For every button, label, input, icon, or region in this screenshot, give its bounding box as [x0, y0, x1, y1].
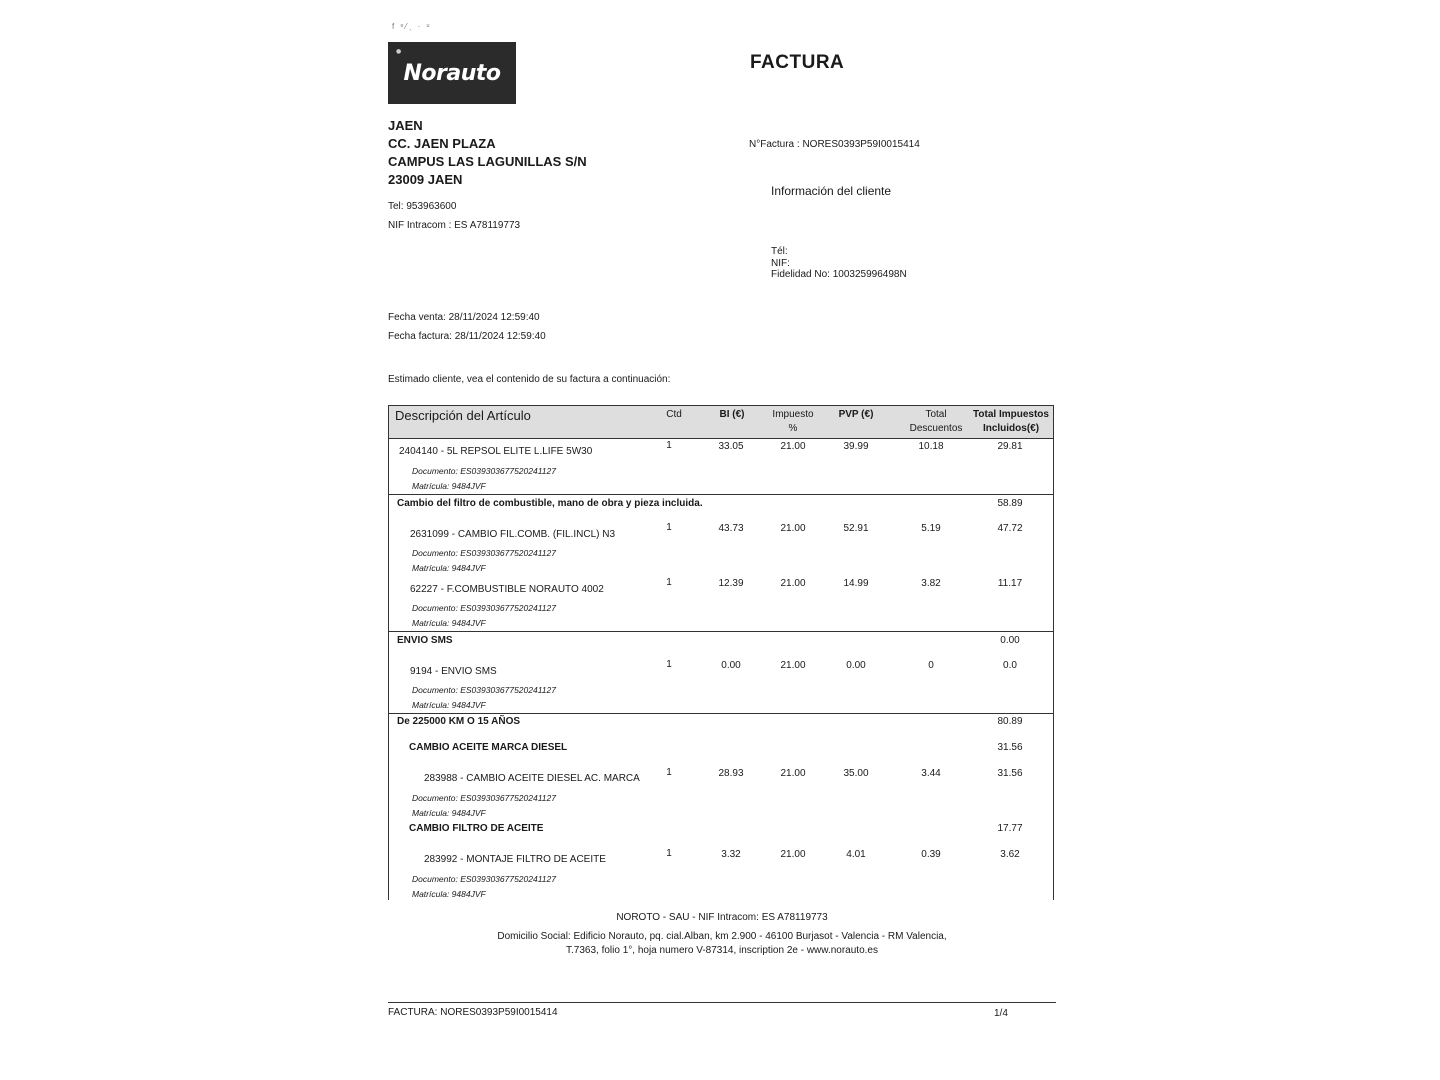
norauto-logo: [388, 42, 516, 104]
item-base: 28.93: [718, 768, 744, 779]
item-pvp: 14.99: [843, 578, 869, 589]
row-divider: [389, 494, 1053, 495]
header-quantity: Ctd: [666, 409, 682, 420]
item-total: 11.17: [997, 578, 1023, 589]
item-plate: Matrícula: 9484JVF: [412, 481, 486, 491]
header-discounts: Total Descuentos: [909, 409, 963, 434]
item-base: 3.32: [721, 849, 741, 860]
header-description: Descripción del Artículo: [395, 408, 531, 423]
header-tax: Impuesto %: [772, 409, 814, 434]
item-discount: 0: [928, 660, 934, 671]
item-document: Documento: ES039303677520241127: [412, 466, 556, 476]
items-table: [388, 405, 1054, 900]
item-document: Documento: ES039303677520241127: [412, 874, 556, 884]
item-pvp: 35.00: [843, 768, 869, 779]
item-tax: 21.00: [780, 523, 806, 534]
item-total: 0.0: [1003, 660, 1017, 671]
store-address: [388, 117, 587, 189]
invoice-date: Fecha factura: 28/11/2024 12:59:40: [388, 331, 546, 342]
item-pvp: 39.99: [843, 441, 869, 452]
item-quantity: 1: [666, 848, 672, 859]
invoice-dates: [388, 308, 546, 346]
invoice-number: N°Factura : NORES0393P59I0015414: [749, 139, 920, 150]
item-tax: 21.00: [780, 849, 806, 860]
header-base: BI (€): [719, 409, 745, 420]
store-nif: NIF Intracom : ES A78119773: [388, 220, 521, 231]
client-nif: NIF:: [771, 257, 790, 269]
item-tax: 21.00: [780, 578, 806, 589]
item-base: 12.39: [718, 578, 744, 589]
scan-marks: f ᵉ⁄ˏ · ᵘ: [392, 22, 432, 31]
item-total: 47.72: [997, 523, 1023, 534]
item-base: 0.00: [721, 660, 741, 671]
row-divider: [389, 713, 1053, 714]
header-total: Total Impuestos Incluidos(€): [973, 409, 1049, 434]
item-total: 29.81: [997, 441, 1023, 452]
group-label: CAMBIO ACEITE MARCA DIESEL: [409, 742, 568, 753]
item-document: Documento: ES039303677520241127: [412, 685, 556, 695]
item-document: Documento: ES039303677520241127: [412, 603, 556, 613]
header-pvp: PVP (€): [838, 409, 874, 420]
item-discount: 10.18: [918, 441, 944, 452]
logo-text: Norauto: [403, 60, 501, 86]
item-total: 3.62: [1000, 849, 1020, 860]
group-total: 31.56: [997, 742, 1023, 753]
intro-text: Estimado cliente, vea el contenido de su factura a continuación:: [388, 374, 671, 385]
page-number: 1/4: [994, 1008, 1008, 1019]
item-base: 33.05: [718, 441, 744, 452]
item-pvp: 52.91: [843, 523, 869, 534]
item-discount: 3.44: [921, 768, 941, 779]
item-plate: Matrícula: 9484JVF: [412, 889, 486, 899]
item-quantity: 1: [666, 440, 672, 451]
group-label: De 225000 KM O 15 AÑOS: [397, 716, 521, 727]
item-quantity: 1: [666, 522, 672, 533]
footer-divider: [388, 1002, 1056, 1003]
group-total: 80.89: [997, 716, 1023, 727]
item-quantity: 1: [666, 577, 672, 588]
item-name: 9194 - ENVIO SMS: [410, 666, 497, 677]
item-plate: Matrícula: 9484JVF: [412, 700, 486, 710]
store-city: JAEN: [388, 118, 423, 133]
item-tax: 21.00: [780, 768, 806, 779]
item-document: Documento: ES039303677520241127: [412, 548, 556, 558]
client-info: [771, 246, 907, 281]
item-name: 2404140 - 5L REPSOL ELITE L.LIFE 5W30: [399, 446, 593, 457]
footer-invoice-number: FACTURA: NORES0393P59I0015414: [388, 1007, 558, 1018]
item-total: 31.56: [997, 768, 1023, 779]
item-pvp: 4.01: [846, 849, 866, 860]
group-total: 0.00: [1000, 635, 1020, 646]
item-name: 62227 - F.COMBUSTIBLE NORAUTO 4002: [410, 584, 604, 595]
item-discount: 5.19: [921, 523, 941, 534]
item-pvp: 0.00: [846, 660, 866, 671]
store-center: CC. JAEN PLAZA: [388, 136, 496, 151]
item-base: 43.73: [718, 523, 744, 534]
item-discount: 3.82: [921, 578, 941, 589]
store-postal: 23009 JAEN: [388, 172, 463, 187]
item-name: 2631099 - CAMBIO FIL.COMB. (FIL.INCL) N3: [410, 529, 616, 540]
item-plate: Matrícula: 9484JVF: [412, 808, 486, 818]
item-name: 283992 - MONTAJE FILTRO DE ACEITE: [424, 854, 606, 865]
table-header: [389, 406, 1053, 439]
logo-mark-icon: ●: [396, 48, 401, 55]
item-quantity: 1: [666, 659, 672, 670]
store-street: CAMPUS LAS LAGUNILLAS S/N: [388, 154, 587, 169]
client-tel: Tél:: [771, 246, 788, 257]
group-label: Cambio del filtro de combustible, mano de obra y pieza incluida.: [397, 498, 703, 509]
company-footer-line1: NOROTO - SAU - NIF Intracom: ES A78119773: [616, 912, 828, 923]
item-discount: 0.39: [921, 849, 941, 860]
item-name: 283988 - CAMBIO ACEITE DIESEL AC. MARCA: [424, 773, 640, 784]
item-tax: 21.00: [780, 441, 806, 452]
item-quantity: 1: [666, 767, 672, 778]
store-tel: Tel: 953963600: [388, 201, 457, 212]
sale-date: Fecha venta: 28/11/2024 12:59:40: [388, 312, 540, 323]
item-plate: Matrícula: 9484JVF: [412, 563, 486, 573]
group-label: ENVIO SMS: [397, 635, 453, 646]
company-footer-line3: T.7363, folio 1°, hoja numero V-87314, inscription 2e - www.norauto.es: [566, 945, 878, 956]
item-plate: Matrícula: 9484JVF: [412, 618, 486, 628]
item-document: Documento: ES039303677520241127: [412, 793, 556, 803]
document-title: FACTURA: [750, 52, 845, 73]
group-label: CAMBIO FILTRO DE ACEITE: [409, 823, 544, 834]
item-tax: 21.00: [780, 660, 806, 671]
row-divider: [389, 631, 1053, 632]
store-contact: [388, 197, 520, 235]
group-total: 58.89: [997, 498, 1023, 509]
client-fidelidad: Fidelidad No: 100325996498N: [771, 269, 907, 280]
client-info-title: Información del cliente: [771, 184, 892, 198]
group-total: 17.77: [997, 823, 1023, 834]
company-footer-line2: Domicilio Social: Edificio Norauto, pq. cial.Alban, km 2.900 - 46100 Burjasot - Valencia - RM Valencia,: [497, 931, 947, 942]
